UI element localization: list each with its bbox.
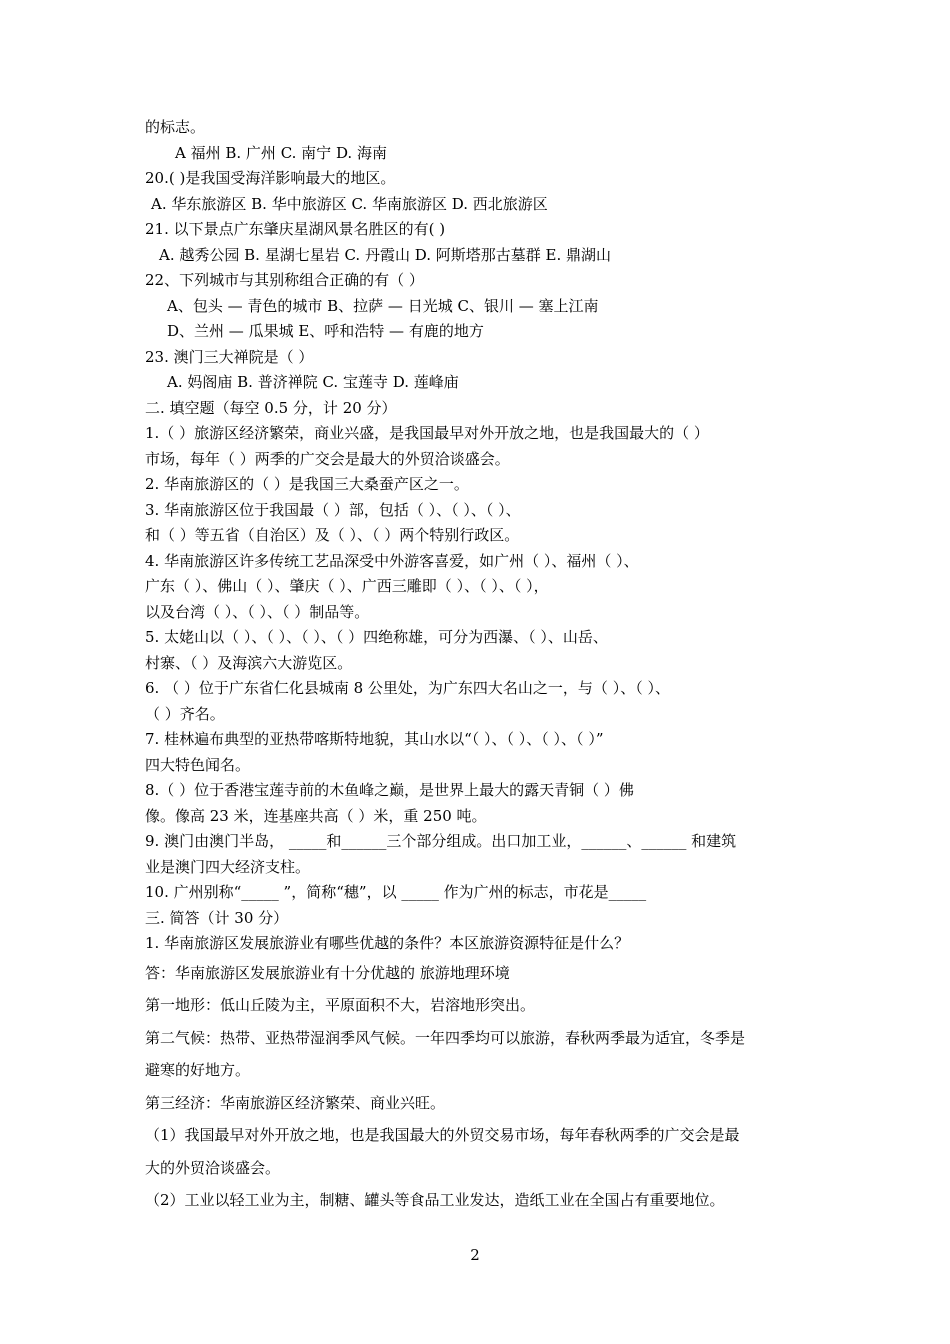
- text-line: 23. 澳门三大禅院是（ ）: [145, 347, 314, 366]
- text-line: 2. 华南旅游区的（ ）是我国三大桑蚕产区之一。: [145, 475, 469, 493]
- text-line: 10. 广州别称“_____ ”，简称“穗”，以 _____ 作为广州的标志，市花是_____: [145, 883, 647, 901]
- text-line: 8.（ ）位于香港宝莲寺前的木鱼峰之巅，是世界上最大的露天青铜（ ）佛: [145, 781, 634, 799]
- text-line: 和（ ）等五省（自治区）及（ ）、（ ）两个特别行政区。: [145, 526, 520, 544]
- text-line: 4. 华南旅游区许多传统工艺品深受中外游客喜爱，如广州（ ）、福州（ ）、: [145, 551, 639, 570]
- text-line: 的标志。: [145, 118, 206, 136]
- text-line: 22、下列城市与其别称组合正确的有（ ）: [145, 271, 424, 289]
- text-line: 1. 华南旅游区发展旅游业有哪些优越的条件？本区旅游资源特征是什么？: [145, 934, 630, 952]
- text-line: 5. 太姥山以（ ）、（ ）、（ ）、（ ）四绝称雄，可分为西瀑、（ ）、山岳、: [145, 628, 608, 646]
- text-line: 避寒的好地方。: [145, 1061, 251, 1079]
- text-line: A. 越秀公园 B. 星湖七星岩 C. 丹霞山 D. 阿斯塔那古墓群 E. 鼎湖山: [159, 245, 611, 264]
- text-line: 第三经济：华南旅游区经济繁荣、商业兴旺。: [145, 1093, 446, 1112]
- text-line: A 福州 B. 广州 C. 南宁 D. 海南: [175, 143, 387, 162]
- text-line: A. 妈阁庙 B. 普济禅院 C. 宝莲寺 D. 莲峰庙: [167, 373, 459, 391]
- text-line: 二. 填空题（每空 0.5 分，计 20 分）: [145, 398, 397, 417]
- text-line: 三. 简答（计 30 分）: [145, 908, 289, 927]
- page-number: 2: [470, 1246, 480, 1264]
- text-line: 9. 澳门由澳门半岛， _____和______三个部分组成。出口加工业，______、______ 和建筑: [145, 832, 737, 850]
- text-line: （ ）齐名。: [145, 704, 225, 723]
- text-line: 以及台湾（ ）、（ ）、（ ）制品等。: [145, 602, 370, 621]
- text-line: 6. （ ）位于广东省仁化县城南 8 公里处，为广东四大名山之一，与（ ）、（ ）、: [145, 679, 670, 697]
- text-line: 第二气候：热带、亚热带湿润季风气候。一年四季均可以旅游，春秋两季最为适宜，冬季是: [145, 1028, 746, 1047]
- document-body: [145, 115, 810, 1217]
- text-line: 市场，每年（ ）两季的广交会是最大的外贸洽谈盛会。: [145, 449, 510, 468]
- text-line: 四大特色闻名。: [145, 755, 251, 774]
- text-line: 村寨、（ ）及海滨六大游览区。: [145, 653, 353, 672]
- text-line: 业是澳门四大经济支柱。: [145, 857, 311, 876]
- text-line: （1）我国最早对外开放之地，也是我国最大的外贸交易市场，每年春秋两季的广交会是最: [145, 1126, 740, 1144]
- text-line: 21. 以下景点广东肇庆星湖风景名胜区的有( ): [145, 220, 446, 238]
- text-line: 第一地形：低山丘陵为主，平原面积不大，岩溶地形突出。: [145, 996, 536, 1014]
- text-line: 20.( )是我国受海洋影响最大的地区。: [145, 169, 396, 187]
- text-line: 广东（ ）、佛山（ ）、肇庆（ ）、广西三雕即（ ）、（ ）、（ ），: [145, 577, 549, 595]
- text-line: 3. 华南旅游区位于我国最（ ）部，包括（ ）、（ ）、（ ）、: [145, 500, 521, 519]
- text-line: 7. 桂林遍布典型的亚热带喀斯特地貌，其山水以“（ ）、（ ）、（ ）、（ ）”: [145, 730, 604, 748]
- text-line: D、兰州 — 瓜果城 E、呼和浩特 — 有鹿的地方: [167, 322, 484, 340]
- text-line: A. 华东旅游区 B. 华中旅游区 C. 华南旅游区 D. 西北旅游区: [151, 194, 548, 213]
- text-line: 大的外贸洽谈盛会。: [145, 1158, 281, 1177]
- text-line: A、包头 — 青色的城市 B、拉萨 — 日光城 C、银川 — 塞上江南: [167, 296, 599, 315]
- text-line: 答：华南旅游区发展旅游业有十分优越的 旅游地理环境: [145, 963, 510, 982]
- text-line: 像。像高 23 米，连基座共高（ ）米，重 250 吨。: [145, 806, 487, 825]
- text-line: （2）工业以轻工业为主，制糖、罐头等食品工业发达，造纸工业在全国占有重要地位。: [145, 1191, 725, 1209]
- text-line: 1.（ ）旅游区经济繁荣，商业兴盛，是我国最早对外开放之地，也是我国最大的（ ）: [145, 424, 709, 442]
